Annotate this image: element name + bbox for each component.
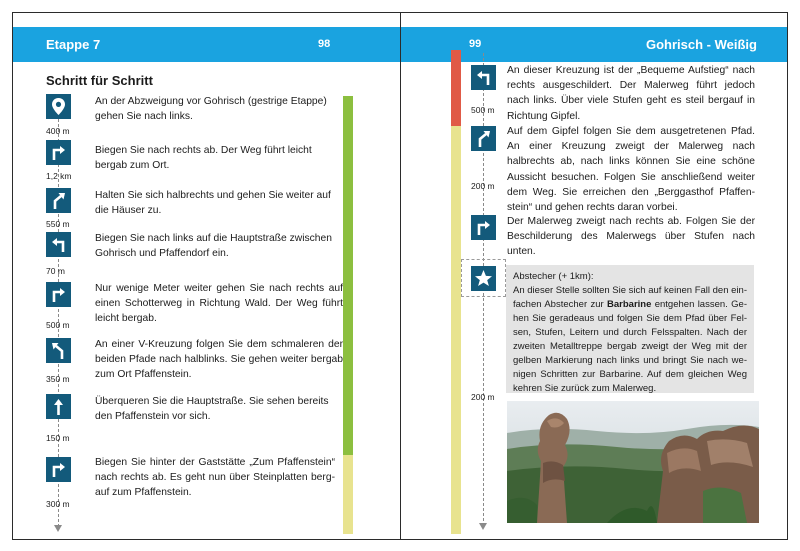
straight-arrow-icon — [46, 394, 71, 419]
bear-right-icon — [46, 188, 71, 213]
step-distance: 300 m — [46, 499, 70, 509]
step-text: Biegen Sie nach rechts ab. Der Weg führt leicht bergab zum Ort. — [95, 145, 312, 172]
turn-right-icon — [46, 457, 71, 482]
step-distance: 70 m — [46, 266, 65, 276]
step-text: Der Malerweg zweigt nach rechts ab. Folgen Sie der Beschilderung des Malerwegs über Stufen nach unten. — [507, 216, 755, 258]
turn-right-icon — [46, 282, 71, 307]
route-end-arrow-icon — [54, 525, 62, 532]
page-number-right: 99 — [469, 38, 482, 50]
step-distance: 1,2 km — [46, 171, 72, 181]
excursion-highlight: Barbarine — [607, 299, 652, 310]
excursion-heading: Abstecher (+ 1km): — [513, 271, 594, 282]
step-text: Halten Sie sich halbrechts und gehen Sie weiter auf die Häuser zu. — [95, 190, 331, 217]
elevation-bar-yellow — [343, 455, 353, 534]
bear-right-icon — [471, 126, 496, 151]
step-distance: 500 m — [46, 320, 70, 330]
barbarine-rock-photo — [507, 401, 759, 523]
elevation-bar-red — [451, 50, 461, 126]
excursion-box — [506, 265, 754, 393]
stage-label: Etappe 7 — [46, 37, 101, 52]
turn-right-icon — [471, 215, 496, 240]
right-page — [401, 13, 787, 539]
excursion-text: An dieser Stelle sollten Sie sich auf keinen Fall den einfachen Abstecher zur Barbarine entgehen lassen. Gehen Sie geradeaus und folgen Sie dem Pfad über Felsen, Stufen, Leitern und durch Felsspalten. Nach der zweiten Metalltreppe bergab zweigt der Weg mit der gelben Markierung nach links und bringt Sie nach wenigen Schritten zur Barbarine. Auf dem gleichen Weg kehren Sie zurück zum Malerweg. — [513, 285, 747, 394]
step-distance: 200 m — [471, 181, 495, 191]
step-distance: 150 m — [46, 433, 70, 443]
left-page — [13, 13, 401, 539]
step-distance: 400 m — [46, 126, 70, 136]
turn-left-icon — [46, 232, 71, 257]
elevation-bar-green — [343, 96, 353, 455]
step-text: Nur wenige Meter weiter gehen Sie nach rechts auf einen Schotterweg in Richtung Wald. Der Weg führt leicht bergab. — [95, 283, 343, 325]
section-title: Schritt für Schritt — [46, 73, 153, 88]
step-text: An der Abzweigung vor Gohrisch (gestrige Etappe) gehen Sie nach links. — [95, 96, 327, 123]
step-text: Biegen Sie hinter der Gaststätte „Zum Pfaffenstein“ nach rechts ab. Es geht nun über Steinplatten bergauf zum Pfaffenstein. — [95, 457, 335, 499]
step-distance: 550 m — [46, 219, 70, 229]
book-spread — [12, 12, 788, 540]
step-distance: 500 m — [471, 105, 495, 115]
map-pin-icon — [46, 94, 71, 119]
bear-left-icon — [46, 338, 71, 363]
turn-right-icon — [46, 140, 71, 165]
route-end-arrow-icon — [479, 523, 487, 530]
step-text: Biegen Sie nach links auf die Hauptstraße zwischen Gohrisch und Pfaffendorf ein. — [95, 233, 332, 260]
elevation-bar-yellow — [451, 126, 461, 534]
star-icon — [471, 266, 496, 291]
step-distance: 200 m — [471, 392, 495, 402]
step-text: Überqueren Sie die Hauptstraße. Sie sehen bereits den Pfaffenstein vor sich. — [95, 396, 329, 423]
step-text: Auf dem Gipfel folgen Sie dem ausgetretenen Pfad. An einer Kreuzung zweigt der Malerweg nach halbrechts ab, nach links können Sie eine schöne Aussicht besuchen. Folgen Sie anschließend weiter dem Weg. Sie erreichen den „Berggasthof Pfaffenstein“ und gehen rechts daran vorbei. — [507, 126, 755, 214]
route-title: Gohrisch - Weißig — [646, 37, 757, 52]
step-distance: 350 m — [46, 374, 70, 384]
step-text: An dieser Kreuzung ist der „Bequeme Aufstieg“ nach rechts ausgeschildert. Der Malerweg führt jedoch nach links. Über viele Stufen geht es steil bergauf in Richtung Gipfel. — [507, 65, 755, 122]
turn-left-icon — [471, 65, 496, 90]
step-text: An einer V-Kreuzung folgen Sie dem schmaleren der beiden Pfade nach halblinks. Sie gehen weiter bergab zum Ort Pfaffenstein. — [95, 339, 343, 381]
left-header-band — [13, 27, 400, 62]
page-number-left: 98 — [318, 38, 331, 50]
